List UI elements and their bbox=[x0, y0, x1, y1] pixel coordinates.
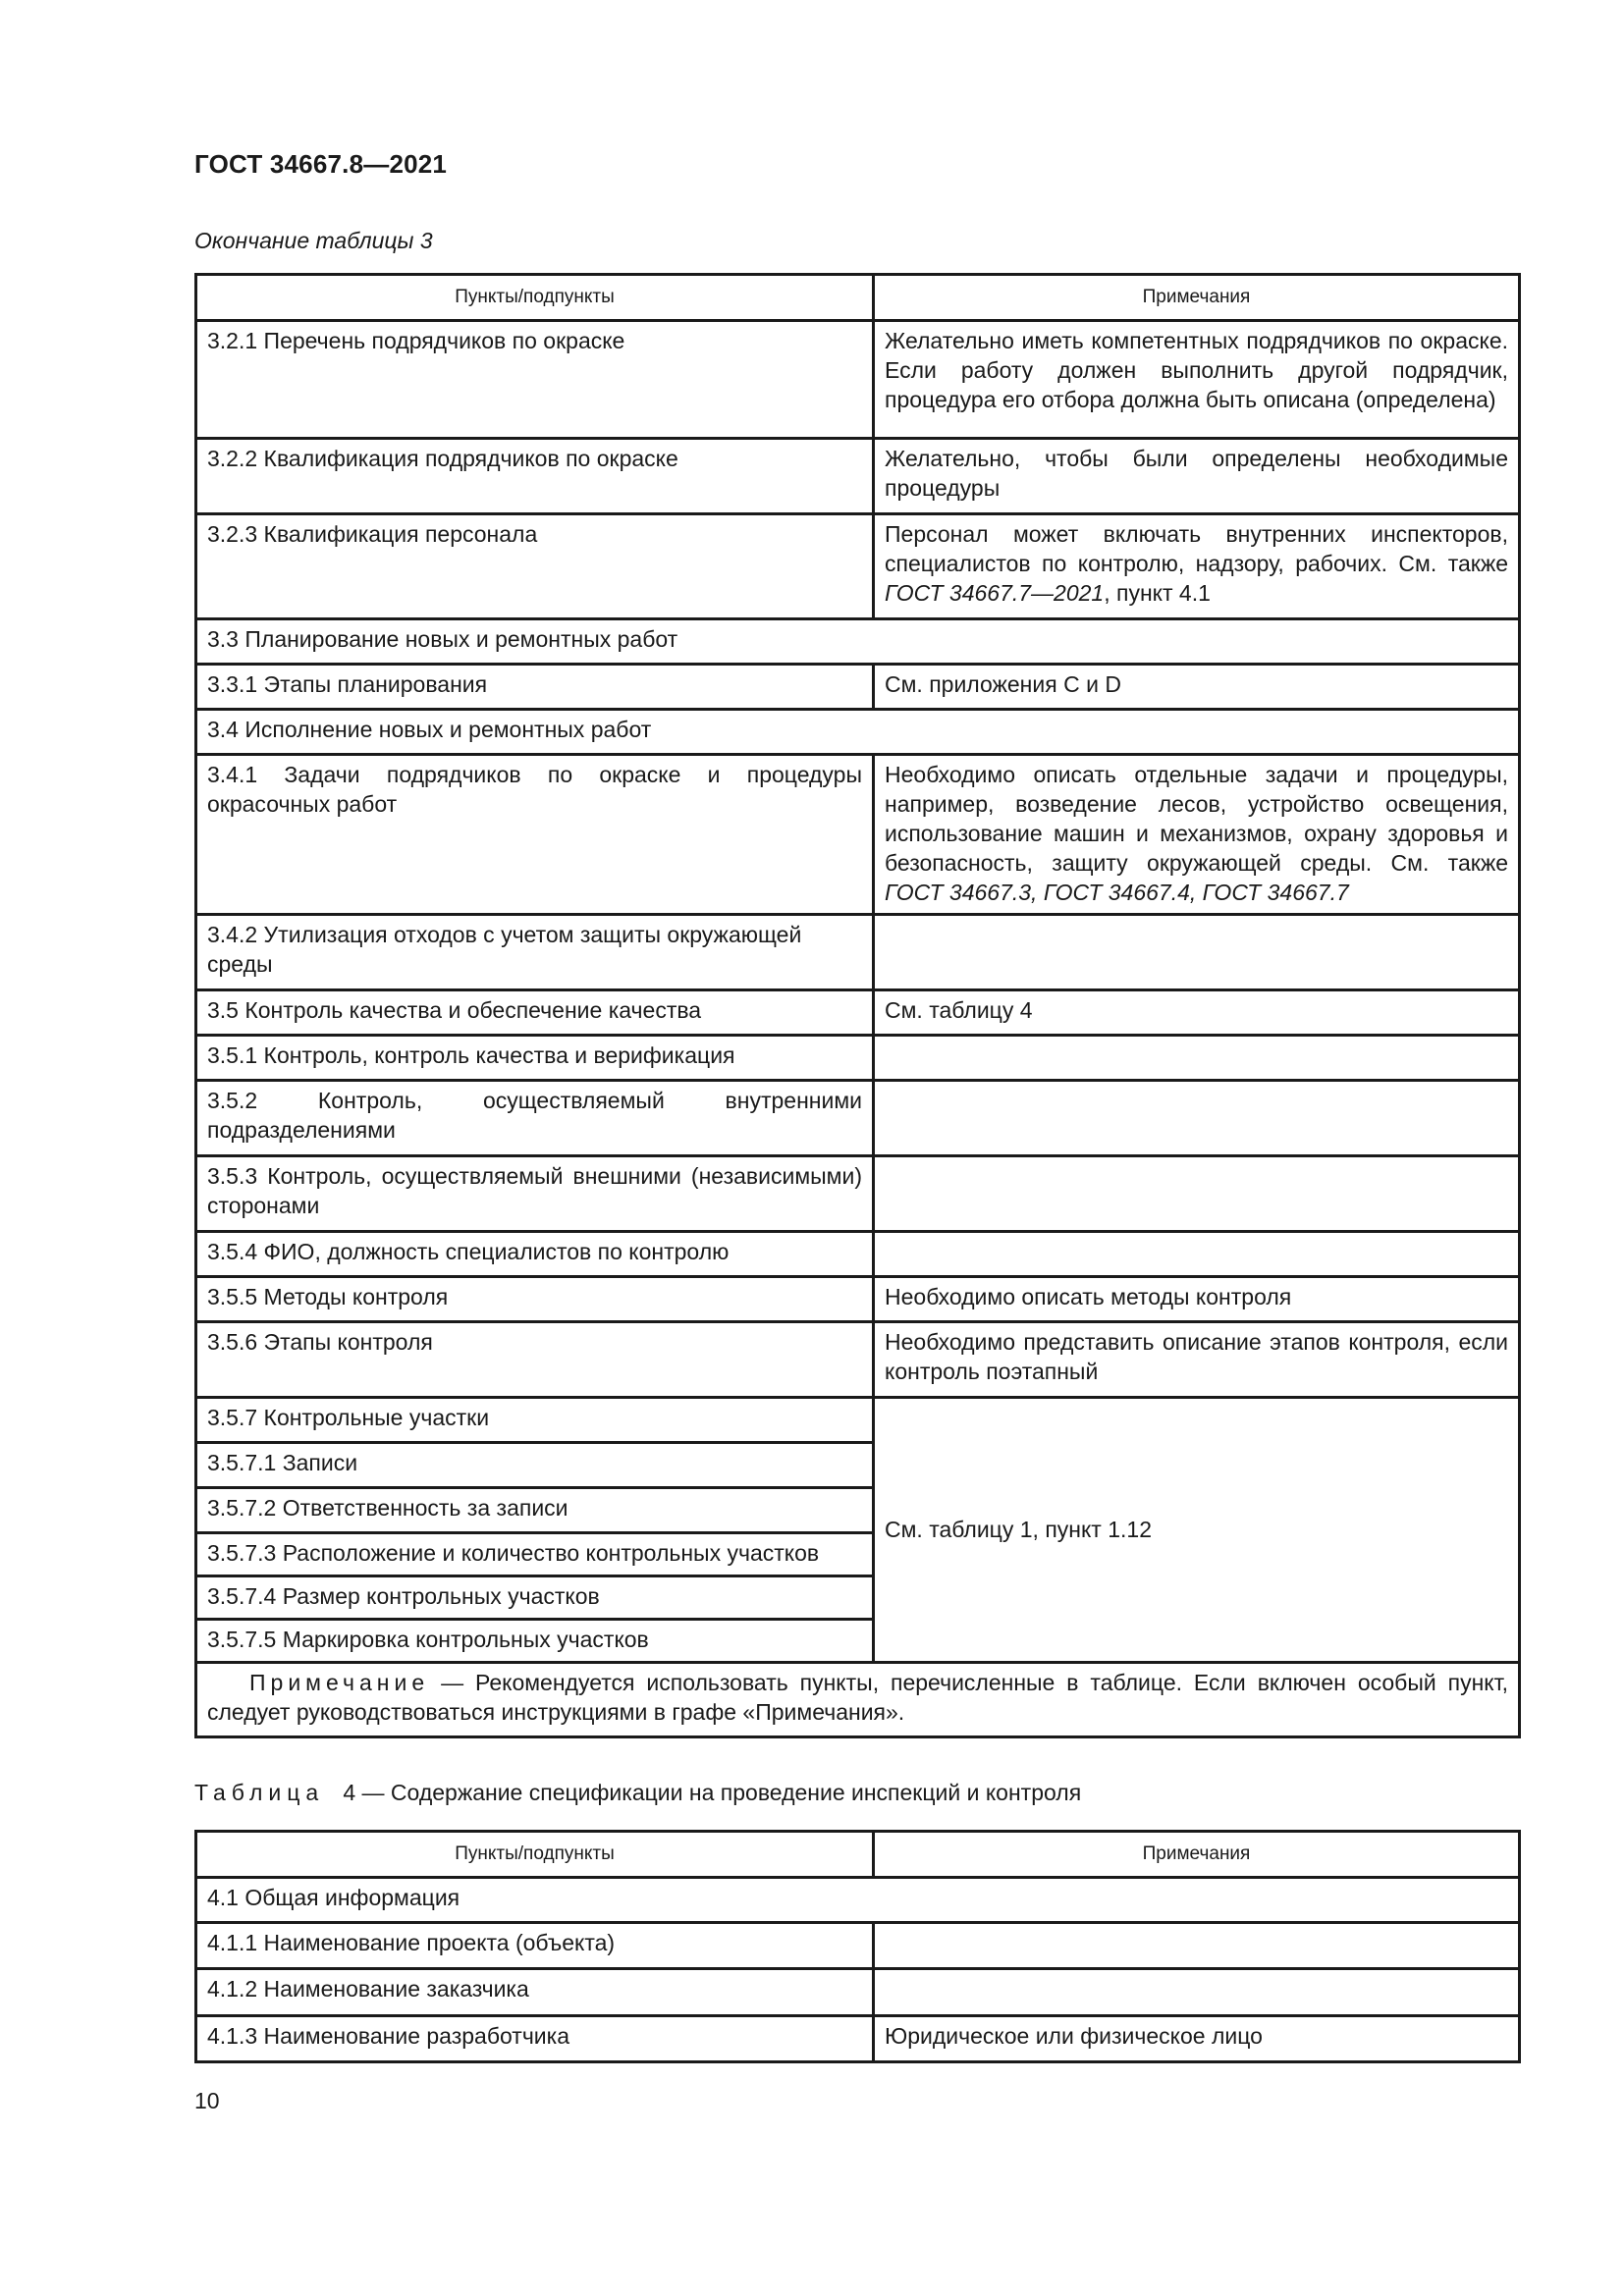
table-header-row bbox=[196, 275, 1520, 321]
row-note: См. приложения С и D bbox=[874, 665, 1520, 710]
table-row bbox=[196, 1232, 1520, 1277]
row-note bbox=[874, 755, 1520, 915]
row-item: 3.3.1 Этапы планирования bbox=[196, 665, 874, 710]
row-note bbox=[874, 1969, 1520, 2016]
row-item: 3.5.4 ФИО, должность специалистов по контролю bbox=[196, 1232, 874, 1277]
table-row bbox=[196, 1036, 1520, 1081]
standard-reference: ГОСТ 34667.7—2021 bbox=[885, 580, 1105, 606]
row-item: 3.5.2 Контроль, осуществляемый внутренними подразделениями bbox=[196, 1081, 874, 1156]
table-row bbox=[196, 1398, 1520, 1443]
row-item: 3.4.2 Утилизация отходов с учетом защиты окружающей среды bbox=[196, 915, 874, 990]
row-note: См. таблицу 4 bbox=[874, 990, 1520, 1036]
row-item: 3.2.3 Квалификация персонала bbox=[196, 514, 874, 619]
footnote-text: — Рекомендуется использовать пункты, перечисленные в таблице. Если включен особый пункт, следует руководствоваться инструкциями в графе «Примечания». bbox=[207, 1670, 1508, 1725]
row-note bbox=[874, 915, 1520, 990]
column-header-notes: Примечания bbox=[874, 1832, 1520, 1878]
row-note bbox=[874, 1923, 1520, 1969]
table-header-row bbox=[196, 1832, 1520, 1878]
section-row bbox=[196, 710, 1520, 755]
row-item: 3.5.7.4 Размер контрольных участков bbox=[196, 1576, 874, 1620]
table3-continuation-caption: Окончание таблицы 3 bbox=[194, 228, 433, 253]
row-item: 3.4.1 Задачи подрядчиков по окраске и процедуры окрасочных работ bbox=[196, 755, 874, 915]
page-number: 10 bbox=[194, 2088, 220, 2113]
row-note bbox=[874, 514, 1520, 619]
table-row bbox=[196, 1969, 1520, 2016]
row-item: 3.5.6 Этапы контроля bbox=[196, 1322, 874, 1398]
table-footnote bbox=[196, 1663, 1520, 1737]
row-note bbox=[874, 1232, 1520, 1277]
row-item: 3.5.3 Контроль, осуществляемый внешними (независимыми) сторонами bbox=[196, 1156, 874, 1232]
table4-caption-text: 4 — Содержание спецификации на проведение инспекций и контроля bbox=[343, 1780, 1082, 1805]
row-note: Необходимо представить описание этапов контроля, если контроль поэтапный bbox=[874, 1322, 1520, 1398]
row-item: 4.1.3 Наименование разработчика bbox=[196, 2016, 874, 2062]
row-item: 3.5.5 Методы контроля bbox=[196, 1277, 874, 1322]
section-title: 4.1 Общая информация bbox=[196, 1878, 1520, 1923]
row-item: 4.1.2 Наименование заказчика bbox=[196, 1969, 874, 2016]
row-item: 3.5 Контроль качества и обеспечение качества bbox=[196, 990, 874, 1036]
document-header: ГОСТ 34667.8—2021 bbox=[194, 149, 448, 179]
table-row bbox=[196, 321, 1520, 439]
column-header-notes: Примечания bbox=[874, 275, 1520, 321]
row-item: 3.5.7.5 Маркировка контрольных участков bbox=[196, 1620, 874, 1663]
row-note: Желательно иметь компетентных подрядчиков по окраске. Если работу должен выполнить другой подрядчик, процедура его отбора должна быть описана (определена) bbox=[874, 321, 1520, 439]
row-note bbox=[874, 1081, 1520, 1156]
table-row bbox=[196, 915, 1520, 990]
table-row bbox=[196, 1156, 1520, 1232]
column-header-items: Пункты/подпункты bbox=[196, 1832, 874, 1878]
table4-caption-label: Таблица bbox=[194, 1780, 325, 1805]
table4-caption bbox=[194, 1780, 1081, 1806]
table-row bbox=[196, 665, 1520, 710]
row-item: 3.5.7 Контрольные участки bbox=[196, 1398, 874, 1443]
table-row bbox=[196, 990, 1520, 1036]
footnote-label: Примечание bbox=[249, 1670, 430, 1695]
standard-reference: ГОСТ 34667.3, ГОСТ 34667.4, ГОСТ 34667.7 bbox=[885, 880, 1349, 905]
section-title: 3.3 Планирование новых и ремонтных работ bbox=[196, 619, 1520, 665]
table-row bbox=[196, 1277, 1520, 1322]
row-note bbox=[874, 1156, 1520, 1232]
column-header-items: Пункты/подпункты bbox=[196, 275, 874, 321]
row-item: 3.2.1 Перечень подрядчиков по окраске bbox=[196, 321, 874, 439]
note-text: , пункт 4.1 bbox=[1104, 580, 1211, 606]
note-text: Необходимо описать отдельные задачи и процедуры, например, возведение лесов, устройство освещения, использование машин и механизмов, охрану здоровья и безопасность, защиту окружающей среды. См. также bbox=[885, 762, 1508, 876]
table-4 bbox=[194, 1830, 1521, 2063]
row-item: 3.5.7.1 Записи bbox=[196, 1443, 874, 1488]
table-row bbox=[196, 514, 1520, 619]
row-note: Желательно, чтобы были определены необходимые процедуры bbox=[874, 439, 1520, 514]
group-note: См. таблицу 1, пункт 1.12 bbox=[874, 1398, 1520, 1663]
section-row bbox=[196, 1878, 1520, 1923]
table-row bbox=[196, 1081, 1520, 1156]
row-item: 3.5.7.2 Ответственность за записи bbox=[196, 1488, 874, 1533]
row-item: 4.1.1 Наименование проекта (объекта) bbox=[196, 1923, 874, 1969]
row-note: Необходимо описать методы контроля bbox=[874, 1277, 1520, 1322]
table-footnote-row bbox=[196, 1663, 1520, 1737]
table-3 bbox=[194, 273, 1521, 1738]
table-row bbox=[196, 755, 1520, 915]
table-row bbox=[196, 1322, 1520, 1398]
table-row bbox=[196, 1923, 1520, 1969]
section-row bbox=[196, 619, 1520, 665]
row-note bbox=[874, 1036, 1520, 1081]
table-row bbox=[196, 439, 1520, 514]
table-row bbox=[196, 2016, 1520, 2062]
row-item: 3.2.2 Квалификация подрядчиков по окраске bbox=[196, 439, 874, 514]
section-title: 3.4 Исполнение новых и ремонтных работ bbox=[196, 710, 1520, 755]
row-note: Юридическое или физическое лицо bbox=[874, 2016, 1520, 2062]
note-text: Персонал может включать внутренних инспекторов, специалистов по контролю, надзору, рабочих. См. также bbox=[885, 521, 1508, 576]
row-item: 3.5.1 Контроль, контроль качества и верификация bbox=[196, 1036, 874, 1081]
row-item: 3.5.7.3 Расположение и количество контрольных участков bbox=[196, 1533, 874, 1576]
